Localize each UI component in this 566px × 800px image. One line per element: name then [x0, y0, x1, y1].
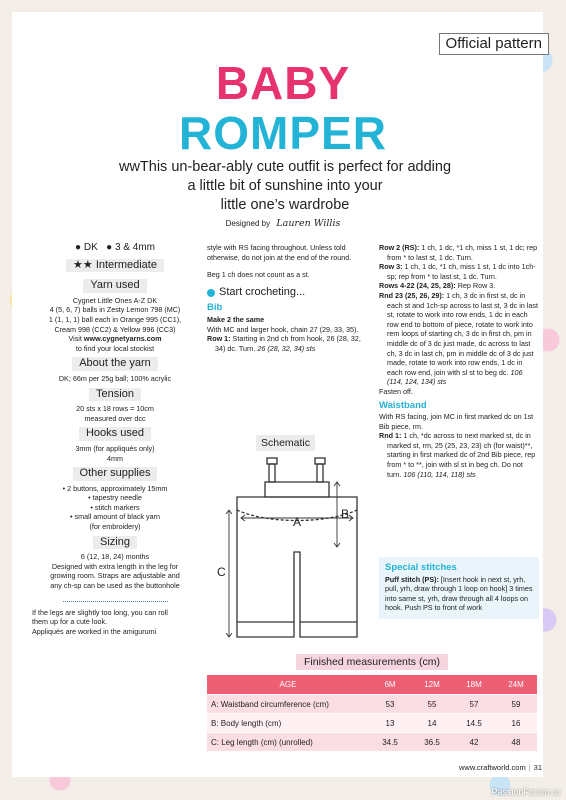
about-yarn-text: DK; 66m per 25g ball; 100% acrylic — [58, 373, 172, 383]
table-cell: 36.5 — [411, 733, 453, 752]
intro-text — [100, 158, 470, 215]
table-cell: 53 — [369, 695, 411, 714]
yarn-used-heading: Yarn used — [83, 279, 146, 293]
column-header: 24M — [495, 675, 537, 695]
row-count: 106 (110, 114, 118) sts — [403, 469, 476, 479]
measurements-heading: Finished measurements (cm) — [296, 654, 448, 670]
row-label: Rnd 1: — [379, 431, 402, 441]
page-footer — [459, 763, 542, 772]
label-b: B — [341, 507, 350, 521]
yarn-ball-icon: ● — [75, 242, 82, 253]
row-text: Starting in 2nd ch from hook, 26 (28, 32, 34) dc. Turn. — [215, 334, 361, 353]
note-line: Appliqués are worked in the amigurumi — [32, 626, 157, 636]
column-materials — [32, 242, 195, 636]
supply-item: • stitch markers — [90, 502, 140, 512]
row-text: Rep Row 3. — [455, 281, 496, 291]
row-label: Rows 4-22 (24, 25, 28): — [379, 281, 456, 291]
visit-pre: Visit — [68, 334, 84, 344]
supply-item: • 2 buttons, approximately 15mm — [62, 483, 168, 493]
supplies-heading: Other supplies — [73, 467, 158, 481]
instruction-paragraph: style with RS facing throughout. Unless told otherwise, do not join at the end of the round. — [207, 243, 352, 262]
rows4 — [379, 281, 539, 291]
measurements-table — [207, 675, 537, 751]
notes — [32, 608, 195, 637]
sizing-line: growing room. Straps are adjustable and — [50, 571, 180, 581]
column-instructions — [207, 243, 370, 361]
tension-line: measured over dcc — [84, 413, 146, 423]
start-crocheting — [207, 285, 370, 298]
table-cell: 16 — [495, 714, 537, 733]
sizing-heading: Sizing — [93, 536, 137, 550]
fasten-off: Fasten off. — [379, 386, 413, 396]
start-label: Start crocheting... — [219, 285, 306, 298]
rnd1 — [379, 431, 539, 479]
row-label-cell: B: Body length (cm) — [207, 714, 369, 733]
strap-button-left — [267, 458, 277, 464]
row-text: 1 ch, 1 dc, *1 ch, miss 1 st, 1 dc into 1ch-sp; rep from * to last st, 1 dc. Turn. — [387, 262, 536, 281]
yarn-line: Cygnet Little Ones A-Z DK — [72, 295, 158, 305]
tension-line: 20 sts x 18 rows = 10cm — [76, 404, 154, 414]
yarn-website-link[interactable]: www.cygnetyarns.com — [83, 334, 162, 344]
footer-separator: | — [528, 763, 531, 772]
romper-schematic — [207, 452, 372, 647]
intro-line: little one’s wardrobe — [220, 197, 350, 213]
bib-heading: Bib — [207, 302, 223, 314]
label-c: C — [217, 565, 226, 579]
supply-item: (for embroidery) — [89, 522, 141, 532]
level-label: Intermediate — [95, 258, 157, 271]
designer-signature: Lauren Willis — [276, 218, 341, 229]
row3 — [379, 262, 539, 281]
table-cell: 14 — [411, 714, 453, 733]
instruction-paragraph: Beg 1 ch does not count as a st. — [207, 270, 310, 280]
about-yarn-heading: About the yarn — [72, 357, 158, 371]
intro-line: wwThis un-bear-ably cute outfit is perfect for adding — [118, 159, 452, 175]
sizing-line: any ch-sp can be used as the buttonhole — [50, 581, 180, 591]
row-label-cell: A: Waistband circumference (cm) — [207, 695, 369, 714]
column-header: 12M — [411, 675, 453, 695]
row-text: 1 ch, *dc across to next marked st, dc in marked st, rm, 25 (25, 23, 23) ch (for waist)**, starting in first marked dc of 2nd Bib piece, rep from * to **, join with sl st in beg ch. Do not turn. — [387, 431, 536, 479]
table-header-row — [207, 675, 537, 695]
yarn-line: Cream 998 (CC2) & Yellow 996 (CC3) — [54, 324, 176, 334]
row-label: Row 3: — [379, 262, 403, 272]
row-label: Row 2 (RS): — [379, 243, 420, 252]
title-baby: BABY — [215, 57, 351, 109]
rnd23 — [379, 291, 539, 387]
note-line: them up for a cute look. — [32, 617, 108, 627]
puff-stitch — [385, 575, 533, 613]
spec-row — [35, 243, 195, 253]
visit-post: to find your local stockist — [75, 343, 155, 353]
column-header: 18M — [453, 675, 495, 695]
table-cell: 48 — [495, 733, 537, 752]
spec-hook: 3 & 4mm — [114, 242, 155, 253]
special-stitches-heading: Special stitches — [385, 562, 457, 573]
table-cell: 42 — [453, 733, 495, 752]
table-cell: 59 — [495, 695, 537, 714]
dotted-divider — [63, 601, 168, 602]
star-icon: ★★ — [73, 258, 93, 271]
left-strap — [269, 464, 275, 482]
footer-site[interactable]: www.craftworld.com — [459, 763, 526, 772]
table-row — [207, 695, 537, 714]
bib-outline — [265, 482, 329, 497]
hook-line: 3mm (for appliqués only) — [75, 443, 155, 453]
strap-button-right — [315, 458, 325, 464]
make-text: With MC and larger hook, chain 27 (29, 33, 35). — [207, 324, 359, 334]
page-number: 31 — [533, 763, 542, 772]
row-label: Row 1: — [207, 334, 231, 344]
puff-label: Puff stitch (PS): — [385, 574, 439, 584]
table-cell: 57 — [453, 695, 495, 714]
column-header: AGE — [207, 675, 369, 695]
label-a: A — [293, 515, 302, 529]
sizing-line: 6 (12, 18, 24) months — [80, 552, 150, 562]
yarn-line: 4 (5, 6, 7) balls in Zesty Lemon 798 (MC) — [49, 305, 181, 315]
table-cell: 34.5 — [369, 733, 411, 752]
supply-item: • tapestry needle — [88, 493, 142, 503]
row-count: 106 (114, 124, 134) sts — [387, 367, 523, 387]
row-label-cell: C: Leg length (cm) (unrolled) — [207, 733, 369, 752]
right-strap — [317, 464, 323, 482]
table-row — [207, 714, 537, 733]
table-cell: 14.5 — [453, 714, 495, 733]
title-romper: ROMPER — [179, 107, 387, 159]
level-badge — [66, 259, 164, 273]
column-instructions-continued — [379, 243, 539, 479]
bullet-icon — [207, 289, 215, 297]
tension-heading: Tension — [89, 388, 141, 402]
intro-line: a little bit of sunshine into your — [187, 178, 383, 194]
row-text: 1 ch, 1 dc, *1 ch, miss 1 st, 1 dc; rep from * to last st, 1 dc. Turn. — [387, 243, 538, 262]
waistband-text: With RS facing, join MC in first marked dc on 1st Bib piece, rm. — [379, 412, 534, 431]
row1 — [207, 334, 370, 353]
row-count: 26 (28, 32, 34) sts — [257, 343, 316, 353]
puff-text: [Insert hook in next st, yrh, pull, yrh, draw through 1 loop on hook] 3 times into same st, yrh, draw through all 4 loops on hook. Push PS to front of work — [385, 574, 533, 613]
special-stitches-box — [379, 557, 539, 619]
hook-line: 4mm — [107, 453, 123, 463]
visit-line — [35, 334, 195, 344]
row-label: Rnd 23 (25, 26, 29): — [379, 290, 445, 300]
column-header: 6M — [369, 675, 411, 695]
sizing-line: Designed with extra length in the leg for — [51, 561, 179, 571]
waistband-heading: Waistband — [379, 399, 427, 411]
byline-label: Designed by — [225, 219, 271, 228]
table-cell: 55 — [411, 695, 453, 714]
byline — [0, 218, 566, 229]
make-label: Make 2 the same — [207, 314, 265, 324]
schematic-heading: Schematic — [256, 435, 315, 451]
yarn-line: 1 (1, 1, 1) ball each in Orange 995 (CC1), — [48, 314, 182, 324]
spec-weight: DK — [83, 242, 98, 253]
note-line: If the legs are slightly too long, you can roll — [32, 607, 168, 617]
hooks-heading: Hooks used — [79, 427, 151, 441]
table-cell: 13 — [369, 714, 411, 733]
official-pattern-tag: Official pattern — [439, 33, 549, 55]
row2 — [379, 243, 539, 262]
supply-item: • small amount of black yarn — [69, 512, 160, 522]
row-text: 1 ch, 3 dc in first st, dc in each st and 1ch-sp across to last st, 3 dc in last st, rotate to work into row ends, 1 dc in each row end to bottom of piece, rotate to work into rem loops of starting ch, 3 dc in first ch, pm in middle dc of 3 dc just made, dc across to last ch, 3 dc in last ch, pm in middle dc of 3 dc just made, rotate to work into row ends, 1 dc in each row end, join with sl st to beg dc. — [387, 290, 539, 377]
hook-icon: ● — [106, 242, 113, 253]
watermark: PassionForum.ru — [491, 787, 560, 797]
table-row — [207, 733, 537, 752]
